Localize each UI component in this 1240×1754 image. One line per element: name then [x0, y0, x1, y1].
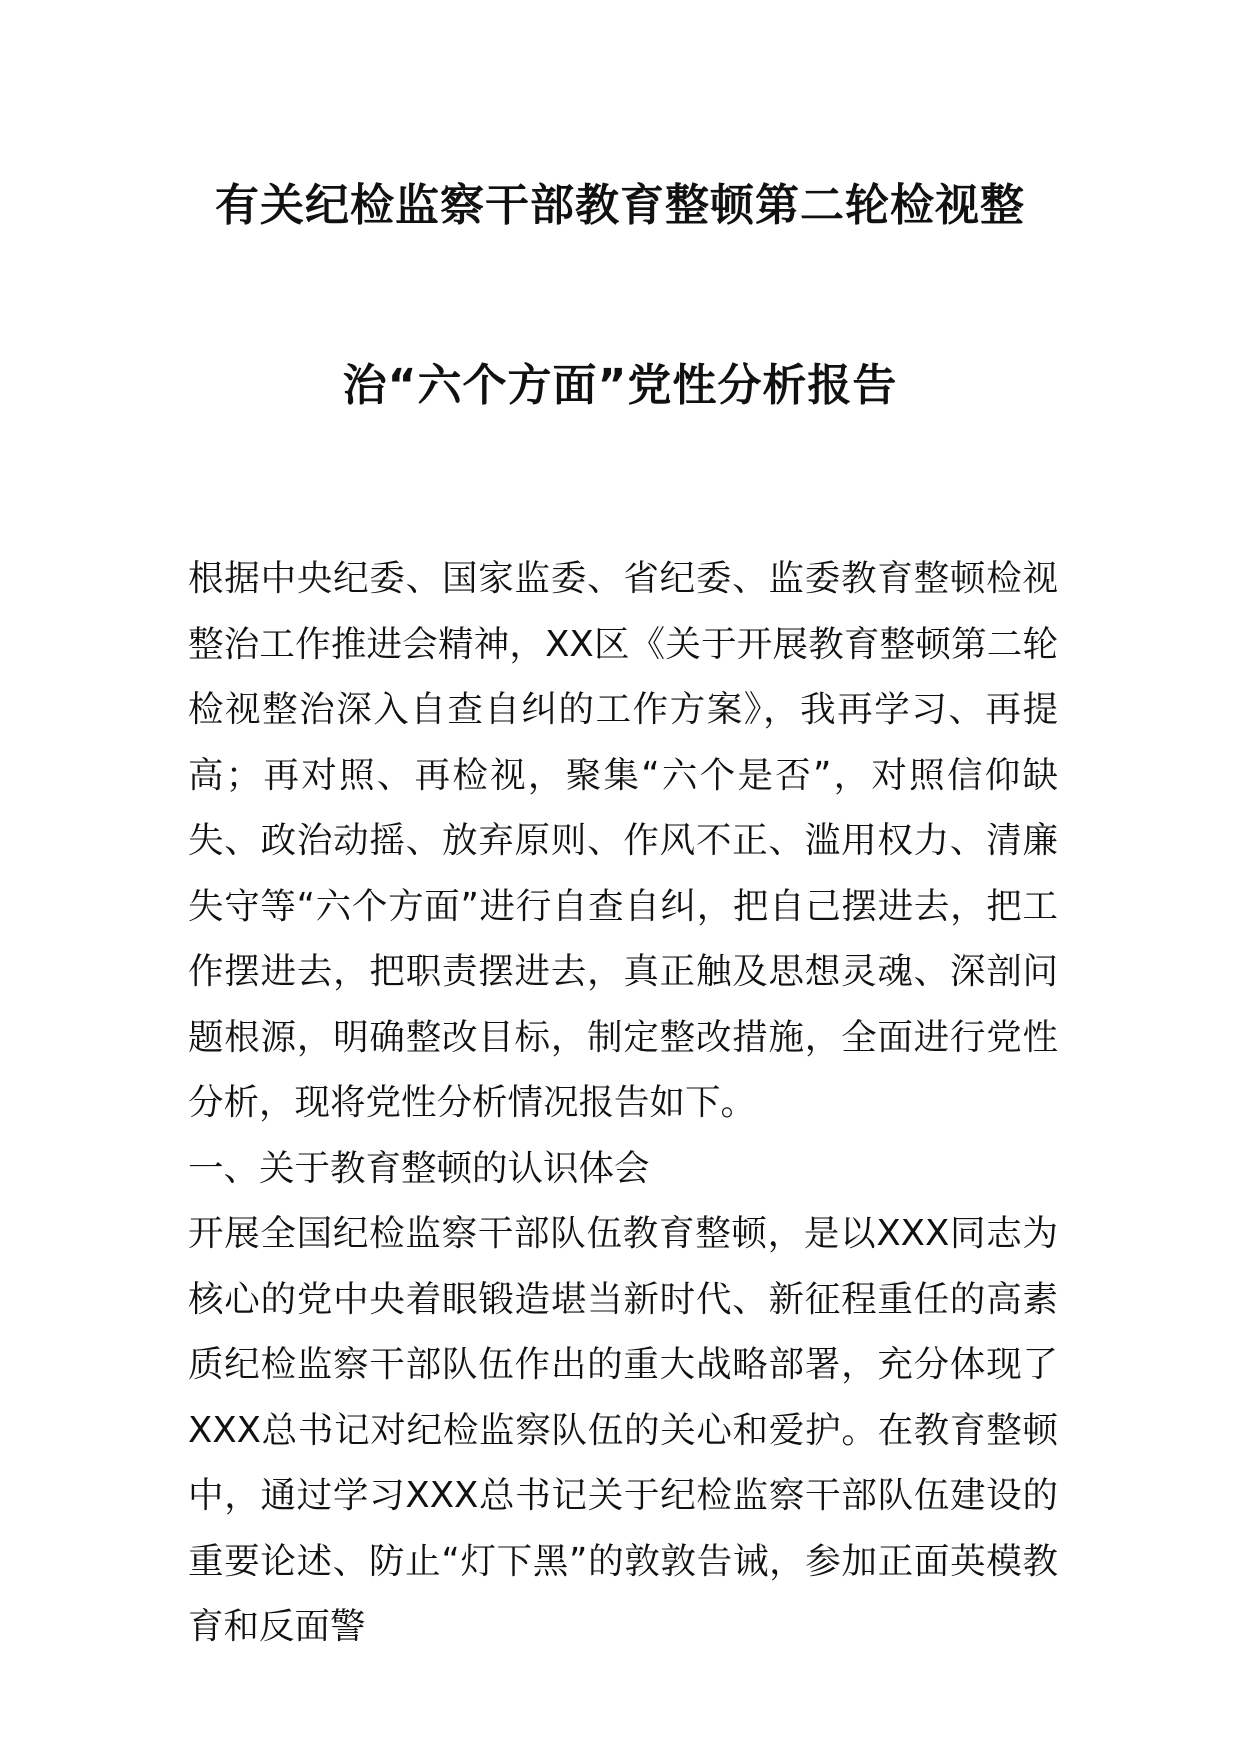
- intro-paragraph: 根据中央纪委、国家监委、省纪委、监委教育整顿检视整治工作推进会精神，XX区《关于开展教育整顿第二轮检视整治深入自查自纠的工作方案》，我再学习、再提高；再对照、再检视，聚集“六个是否”，对照信仰缺失、政治动摇、放弃原则、作风不正、滥用权力、清廉失守等“六个方面”进行自查自纠，把自己摆进去，把工作摆进去，把职责摆进去，真正触及思想灵魂、深剖问题根源，明确整改目标，制定整改措施，全面进行党性分析，现将党性分析情况报告如下。: [188, 558, 1058, 1123]
- section-heading-1: 一、关于教育整顿的认识体会: [188, 1147, 650, 1189]
- document-title-line-1: 有关纪检监察干部教育整顿第二轮检视整: [215, 180, 1025, 231]
- section-1-paragraph: 开展全国纪检监察干部队伍教育整顿，是以XXX同志为核心的党中央着眼锻造堪当新时代、新征程重任的高素质纪检监察干部队伍作出的重大战略部署，充分体现了XXX总书记对纪检监察队伍的关心和爱护。在教育整顿中，通过学习XXX总书记关于纪检监察干部队伍建设的重要论述、防止“灯下黑”的敦敦告诫，参加正面英模教育和反面警: [188, 1213, 1058, 1647]
- document-body: [188, 546, 1058, 1660]
- document-title-line-2: 治“六个方面”党性分析报告: [342, 360, 898, 411]
